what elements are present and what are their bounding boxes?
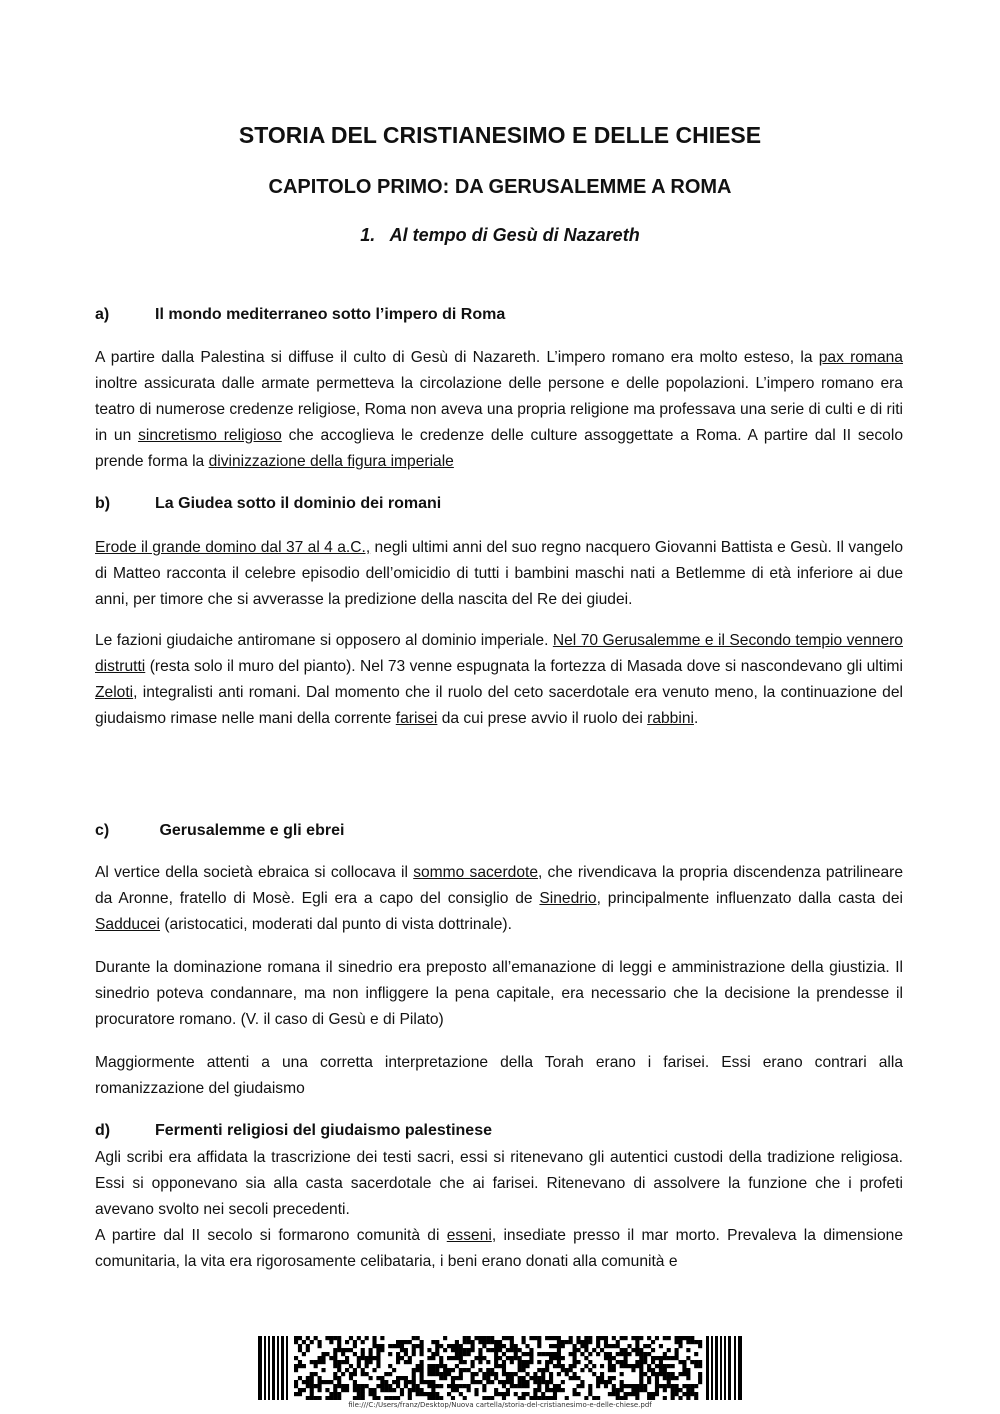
section-c-heading — [95, 822, 905, 840]
text-run: negli ultimi anni del suo regno nacquero Giovanni Battista e Gesù. Il vangelo di Matteo racconta il celebre episodio dell’omicidio di tutti i bambini maschi nati a Betlemme di età inferiore ai due anni, per timore che si avverasse la predizione della nascita del Re dei giudei. — [95, 539, 904, 608]
subchapter-title: 1. Al tempo di Gesù di Nazareth — [360, 225, 640, 245]
underlined-term: rabbini — [647, 710, 694, 727]
section-letter: a) — [95, 306, 110, 323]
underlined-term: divinizzazione della figura imperiale — [208, 453, 454, 470]
underlined-term: Sinedrio — [539, 890, 597, 907]
text-run: (resta solo il muro del pianto). Nel 73 venne espugnata la fortezza di Masada dove si nascondevano gli ultimi — [145, 658, 903, 675]
underlined-term: Sadducei — [95, 916, 161, 933]
underlined-term: sincretismo religioso — [138, 427, 282, 444]
underlined-term: esseni — [446, 1227, 492, 1244]
text-run: , integralisti anti romani. Dal momento che il ruolo del ceto sacerdotale era venuto meno, la continuazione del giudaismo rimase nelle mani della corrente — [95, 684, 903, 727]
section-title: Fermenti religiosi del giudaismo palestinese — [155, 1122, 492, 1139]
text-run: , insediate presso il mar morto. Prevaleva la dimensione comunitaria, la vita era rigorosamente celibataria, i beni erano donati alla comunità e — [95, 1227, 903, 1270]
underlined-term: Nel 70 Gerusalemme e il Secondo tempio vennero distrutti — [95, 632, 903, 675]
underlined-term: sommo sacerdote — [413, 864, 539, 881]
section-letter: b) — [95, 495, 111, 512]
section-d-paragraph-1: Agli scribi era affidata la trascrizione dei testi sacri, essi si ritenevano gli autentici custodi della tradizione religiosa. Essi si opponevano sia alla casta sacerdotale che ai farisei. Ritenevano di assolvere la funzione che i profeti avevano svolto nei secoli precedenti. — [95, 1149, 903, 1218]
underlined-term: Zeloti — [95, 684, 134, 701]
section-b-paragraph-1 — [95, 535, 903, 613]
text-run: A partire dalla Palestina si diffuse il culto di Gesù di Nazareth. L’impero romano era molto esteso, la — [95, 349, 819, 366]
section-b-heading — [95, 495, 905, 513]
barcode-graphic — [258, 1336, 742, 1400]
text-run: , che rivendicava la propria discendenza patrilineare da Aronne, fratello di Mosè. Egli era a capo del consiglio de — [95, 864, 904, 907]
section-letter: d) — [95, 1122, 111, 1139]
section-title: Gerusalemme e gli ebrei — [155, 822, 345, 839]
text-run: da cui prese avvio il ruolo dei — [437, 710, 648, 727]
text-run: . — [693, 710, 699, 727]
section-c-paragraph-1 — [95, 860, 903, 938]
text-run: Al vertice della società ebraica si collocava il — [95, 864, 414, 881]
underlined-term: Erode il grande domino dal 37 al 4 a.C., — [95, 539, 371, 556]
section-a-heading — [95, 306, 905, 324]
file-path-footer: file:///C:/Users/franz/Desktop/Nuova cartella/storia-del-cristianesimo-e-delle-chiese.pdf — [348, 1401, 652, 1409]
section-a-paragraph-1 — [95, 345, 903, 475]
document-title: STORIA DEL CRISTIANESIMO E DELLE CHIESE — [238, 122, 762, 148]
text-run: inoltre assicurata dalle armate permetteva la circolazione delle persone e delle popolazioni. L’impero romano era teatro di numerose credenze religiose, Roma non aveva una propria religione ma professava una serie di culti e di riti in un — [95, 375, 903, 444]
section-title: La Giudea sotto il dominio dei romani — [155, 495, 442, 512]
section-d-heading — [95, 1122, 905, 1140]
underlined-term: pax romana — [818, 349, 903, 366]
section-d-paragraph-2 — [95, 1223, 903, 1275]
section-title: Il mondo mediterraneo sotto l’impero di Roma — [155, 306, 506, 323]
text-run: Le fazioni giudaiche antiromane si opposero al dominio imperiale. — [95, 632, 553, 649]
chapter-title: CAPITOLO PRIMO: DA GERUSALEMME A ROMA — [268, 176, 732, 198]
text-run: che accoglieva le credenze delle culture assoggettate a Roma. A partire dal II secolo prende forma la — [95, 427, 903, 470]
section-b-paragraph-2 — [95, 628, 903, 732]
text-run: A partire dal II secolo si formarono comunità di — [95, 1227, 447, 1244]
section-letter: c) — [95, 822, 110, 839]
underlined-term: farisei — [395, 710, 438, 727]
text-run: , principalmente influenzato dalla casta dei — [596, 890, 903, 907]
section-c-paragraph-2: Durante la dominazione romana il sinedrio era preposto all’emanazione di leggi e amministrazione della giustizia. Il sinedrio poteva condannare, ma non infliggere la pena capitale, era necessario che la decisione la prendesse il procuratore romano. (V. il caso di Gesù e di Pilato) — [95, 959, 903, 1028]
section-c-paragraph-3: Maggiormente attenti a una corretta interpretazione della Torah erano i farisei. Essi erano contrari alla romanizzazione del giudaismo — [95, 1054, 903, 1097]
text-run: (aristocatici, moderati dal punto di vista dottrinale). — [160, 916, 512, 933]
